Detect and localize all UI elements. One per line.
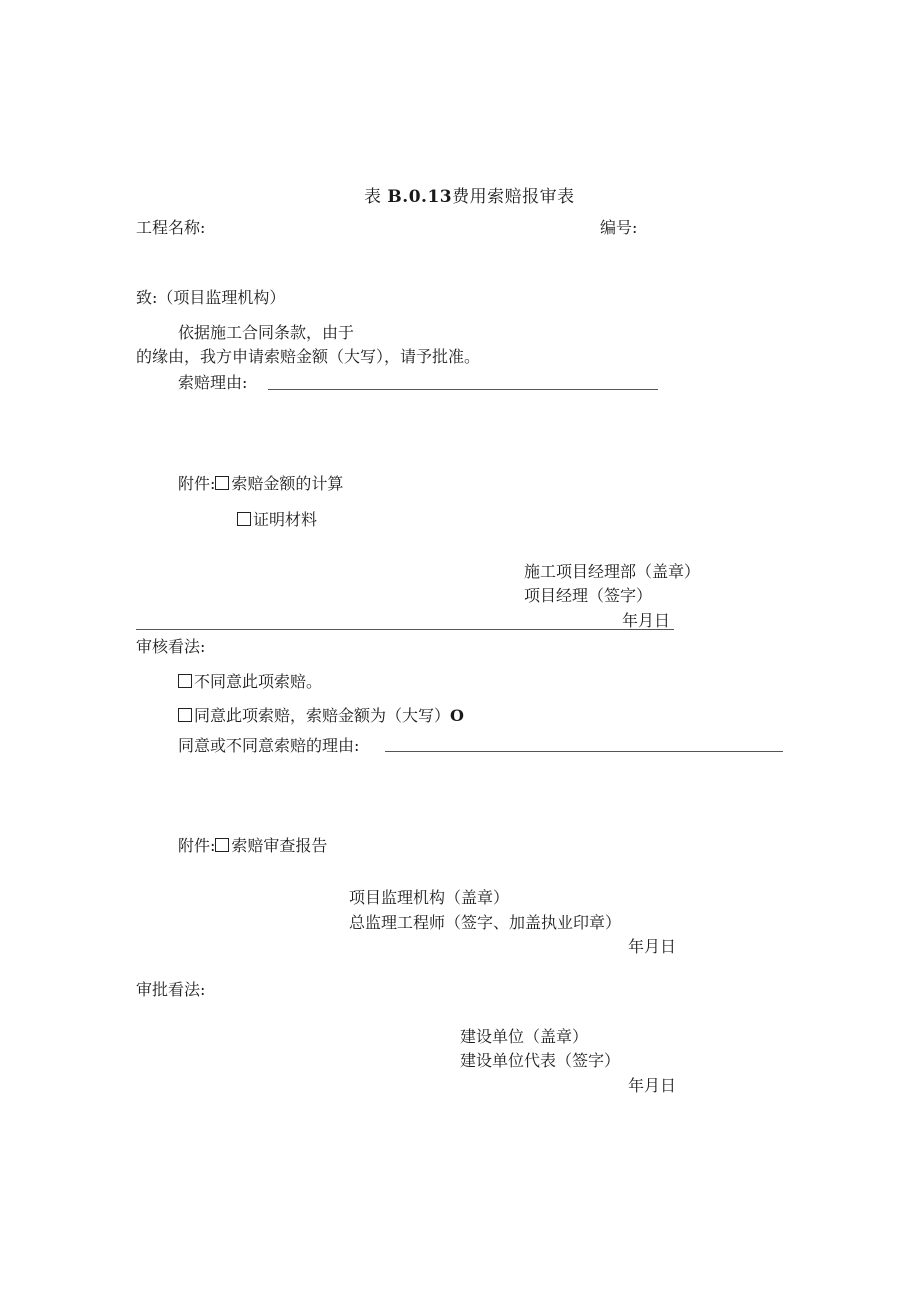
- project-name-label: 工程名称:: [136, 218, 206, 237]
- attachment-review-report: 索赔审查报告: [231, 836, 328, 855]
- checkbox-review-report[interactable]: [215, 838, 229, 852]
- supervisor-engineer: 总监理工程师（签字、加盖执业印章）: [349, 913, 622, 932]
- section-divider-1: [136, 629, 674, 630]
- attachments-1: [178, 474, 343, 494]
- title-text: 费用索赔报审表: [452, 187, 575, 207]
- checkbox-proof-materials[interactable]: [237, 512, 251, 526]
- attachments-1b: [237, 510, 317, 530]
- review-label: 审核看法:: [136, 637, 206, 656]
- approval-label: 审批看法:: [136, 980, 206, 999]
- title-code: B.0.13: [387, 187, 453, 207]
- title-prefix: 表: [364, 187, 382, 207]
- application-text-line1: 依据施工合同条款，由于: [178, 323, 355, 342]
- checkbox-disagree[interactable]: [178, 674, 192, 688]
- attachment-proof-materials: 证明材料: [253, 510, 318, 529]
- supervisor-org: 项目监理机构（盖章）: [349, 888, 510, 907]
- claim-reason-label: 索赔理由:: [178, 373, 248, 392]
- review-option-agree: [178, 706, 464, 726]
- contractor-date: 年月日: [622, 611, 671, 630]
- application-text-line2: 的缘由，我方申请索赔金额（大写），请予批准。: [136, 347, 481, 366]
- form-title: [364, 187, 575, 207]
- attachment-claim-calc: 索赔金额的计算: [231, 474, 344, 493]
- checkbox-claim-calc[interactable]: [215, 476, 229, 490]
- review-option-disagree: [178, 672, 322, 692]
- owner-rep: 建设单位代表（签字）: [460, 1051, 621, 1070]
- review-reason-line: [385, 751, 783, 752]
- attachments-2-label: 附件:: [178, 836, 216, 855]
- owner-date: 年月日: [628, 1076, 677, 1095]
- review-option-agree-text: 同意此项索赔，索赔金额为（大写）: [194, 706, 451, 725]
- review-reason-label: 同意或不同意索赔的理由:: [178, 736, 360, 755]
- owner-unit: 建设单位（盖章）: [460, 1027, 589, 1046]
- attachments-1-label: 附件:: [178, 474, 216, 493]
- claim-reason-line: [268, 389, 658, 390]
- addressee: 致:（项目监理机构）: [136, 288, 286, 307]
- contractor-manager: 项目经理（签字）: [524, 586, 653, 605]
- checkbox-agree[interactable]: [178, 708, 192, 722]
- attachments-2: [178, 836, 327, 856]
- number-label: 编号:: [600, 218, 638, 237]
- review-option-agree-tail: O: [450, 706, 464, 725]
- supervisor-date: 年月日: [628, 937, 677, 956]
- review-option-disagree-text: 不同意此项索赔。: [194, 672, 323, 691]
- contractor-dept: 施工项目经理部（盖章）: [524, 562, 701, 581]
